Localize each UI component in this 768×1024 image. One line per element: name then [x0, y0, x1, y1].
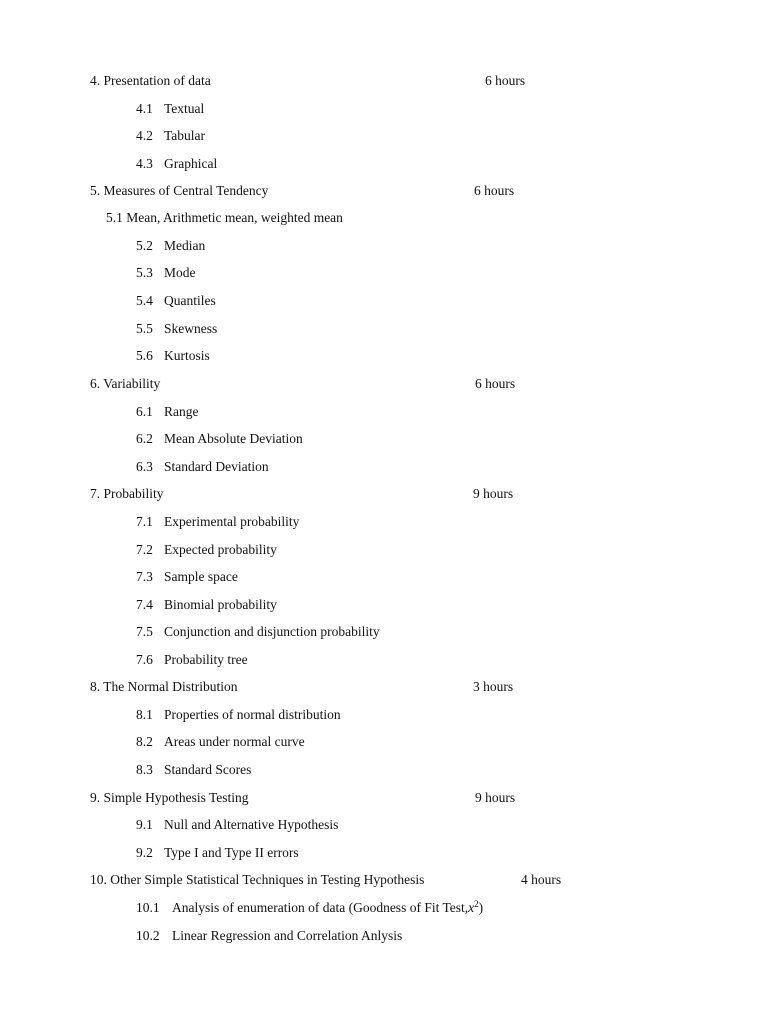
subsection-number: 9.1	[136, 817, 153, 832]
subsection-number: 5.6	[136, 348, 153, 363]
subsection-label: Range	[164, 404, 199, 419]
subsection-label: Mean Absolute Deviation	[164, 431, 303, 446]
subsection-number: 4.3	[136, 156, 153, 171]
subsection	[136, 459, 269, 475]
subsection-label: Standard Scores	[164, 762, 252, 777]
subsection-label: Mode	[164, 265, 196, 280]
subsection-number: 10.2	[136, 928, 160, 943]
subsection	[136, 348, 210, 364]
subsection-number: 4.1	[136, 101, 153, 116]
subsection	[136, 845, 299, 861]
section-title: 6. Variability	[90, 376, 161, 391]
subsection	[136, 569, 238, 585]
subsection-label: Sample space	[164, 569, 238, 584]
subsection-number: 7.4	[136, 597, 153, 612]
subsection	[136, 321, 217, 337]
subsection	[136, 156, 217, 172]
subsection	[136, 624, 380, 640]
section-title: 10. Other Simple Statistical Techniques in Testing Hypothesis	[90, 872, 425, 887]
subsection-number: 5.4	[136, 293, 153, 308]
subsection-label: Linear Regression and Correlation Anlysis	[172, 928, 403, 943]
subsection-number: 7.5	[136, 624, 153, 639]
subsection	[136, 707, 341, 723]
subsection-number: 5.3	[136, 265, 153, 280]
subsection-label: Quantiles	[164, 293, 216, 308]
subsection-label: Tabular	[164, 128, 206, 143]
section-title: 5. Measures of Central Tendency	[90, 183, 269, 198]
chi-symbol: x	[468, 900, 475, 915]
section-title: 7. Probability	[90, 486, 164, 501]
subsection-number: 7.3	[136, 569, 153, 584]
subsection-number: 8.1	[136, 707, 153, 722]
subsection-number: 6.2	[136, 431, 153, 446]
subsection-number: 7.2	[136, 542, 153, 557]
section-title: 9. Simple Hypothesis Testing	[90, 790, 249, 805]
section-hours: 6 hours	[474, 183, 515, 198]
subsection	[136, 128, 205, 144]
subsection-number: 8.2	[136, 734, 153, 749]
subsection-label: Analysis of enumeration of data (Goodness of Fit Test,	[172, 900, 469, 915]
subsection-label: Properties of normal distribution	[164, 707, 341, 722]
subsection-number: 5.5	[136, 321, 153, 336]
subsection: 5.1 Mean, Arithmetic mean, weighted mean	[106, 210, 343, 225]
subsection-number: 6.1	[136, 404, 153, 419]
subsection-label: Expected probability	[164, 542, 277, 557]
section-hours: 9 hours	[473, 486, 514, 501]
subsection	[136, 238, 205, 254]
section-hours: 6 hours	[475, 376, 516, 391]
subsection-label: Experimental probability	[164, 514, 300, 529]
subsection	[136, 597, 277, 613]
subsection-number: 6.3	[136, 459, 153, 474]
superscript: 2	[474, 899, 479, 909]
subsection-number: 5.2	[136, 238, 153, 253]
subsection-number: 7.1	[136, 514, 153, 529]
subsection-number: 10.1	[136, 900, 160, 915]
subsection	[136, 101, 204, 117]
section-hours: 6 hours	[485, 73, 526, 88]
subsection	[136, 514, 299, 530]
subsection-label: Areas under normal curve	[164, 734, 305, 749]
subsection	[136, 404, 199, 420]
subsection	[136, 900, 483, 916]
subsection	[136, 762, 251, 778]
subsection-label: Median	[164, 238, 206, 253]
subsection	[136, 928, 402, 944]
subsection-number: 7.6	[136, 652, 153, 667]
subsection-label: Conjunction and disjunction probability	[164, 624, 380, 639]
section-hours: 3 hours	[473, 679, 514, 694]
subsection	[136, 652, 248, 668]
subsection	[136, 265, 196, 281]
subsection-label: Null and Alternative Hypothesis	[164, 817, 339, 832]
subsection-label: Type I and Type II errors	[164, 845, 299, 860]
subsection-number: 8.3	[136, 762, 153, 777]
subsection	[136, 431, 303, 447]
subsection-label: Textual	[164, 101, 205, 116]
subsection	[136, 734, 305, 750]
subsection-label: Skewness	[164, 321, 218, 336]
section-hours: 9 hours	[475, 790, 516, 805]
closing-paren: )	[478, 900, 484, 915]
section-title: 4. Presentation of data	[90, 73, 211, 88]
subsection-label: Binomial probability	[164, 597, 277, 612]
subsection-label: Probability tree	[164, 652, 248, 667]
section-hours: 4 hours	[521, 872, 562, 887]
subsection	[136, 542, 277, 558]
section-title: 8. The Normal Distribution	[90, 679, 238, 694]
subsection-label: Graphical	[164, 156, 218, 171]
subsection	[136, 293, 216, 309]
subsection	[136, 817, 338, 833]
subsection-number: 4.2	[136, 128, 153, 143]
subsection-label: Standard Deviation	[164, 459, 269, 474]
subsection-label: Kurtosis	[164, 348, 210, 363]
subsection-number: 9.2	[136, 845, 153, 860]
